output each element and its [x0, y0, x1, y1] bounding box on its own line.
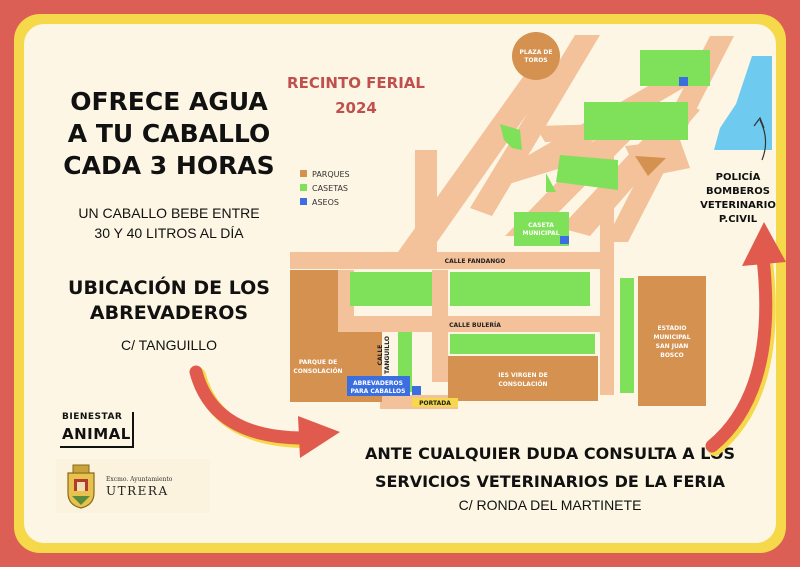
bottom-street: C/ RONDA DEL MARTINETE — [458, 497, 642, 513]
label-abrevaderos-2: PARA CABALLOS — [350, 388, 406, 395]
services-line-1: POLICÍA — [715, 172, 761, 183]
logo-small-text: Excmo. Ayuntamiento — [106, 476, 173, 483]
label-estadio-4: BOSCO — [660, 352, 684, 359]
label-calle-fandango: CALLE FANDANGO — [444, 258, 506, 265]
logo-name: UTRERA — [106, 484, 169, 498]
services-line-3: VETERINARIO — [700, 200, 776, 211]
label-estadio-3: SAN JUAN — [655, 343, 689, 350]
services-line-2: BOMBEROS — [706, 186, 770, 197]
plaza-toros — [512, 32, 560, 80]
location-heading-line-2: ABREVADEROS — [89, 302, 249, 324]
label-calle-tanguillo-1: CALLE — [377, 344, 384, 366]
location-heading-line-1: UBICACIÓN DE LOS — [68, 277, 270, 299]
subline-line-1: UN CABALLO BEBE ENTRE — [78, 205, 260, 221]
label-calle-tanguillo-2: TANGUILLO — [384, 336, 391, 374]
label-abrevaderos-1: ABREVADEROS — [353, 380, 403, 387]
label-ies-virgen-2: CONSOLACIÓN — [498, 381, 548, 388]
label-plaza-toros-2: TOROS — [524, 57, 548, 64]
headline-line-2: A TU CABALLO — [67, 119, 271, 148]
badge-line-1: BIENESTAR — [62, 412, 123, 422]
label-caseta-municipal-2: MUNICIPAL — [522, 230, 560, 237]
label-caseta-municipal-1: CASETA — [528, 222, 554, 229]
parque-consolacion-block — [290, 270, 338, 402]
map-title-line-1: RECINTO FERIAL — [287, 74, 425, 92]
label-parque-consolacion-1: PARQUE DE — [298, 359, 338, 366]
right-arrow-icon — [712, 222, 786, 449]
estadio-block — [638, 276, 706, 406]
label-calle-buleria: CALLE BULERÍA — [449, 322, 501, 329]
headline-line-1: OFRECE AGUA — [70, 87, 268, 116]
legend-label-casetas: CASETAS — [312, 184, 349, 193]
headline-line-3: CADA 3 HORAS — [63, 151, 275, 180]
label-ies-virgen-1: IES VIRGEN DE — [498, 372, 548, 379]
bottom-heading-line-1: ANTE CUALQUIER DUDA CONSULTA A LOS — [364, 444, 735, 463]
bottom-heading-line-2: SERVICIOS VETERINARIOS DE LA FERIA — [374, 472, 726, 491]
services-line-4: P.CIVIL — [718, 214, 758, 225]
legend-swatch-aseos — [300, 198, 307, 205]
label-parque-consolacion-2: CONSOLACIÓN — [293, 368, 343, 375]
legend-swatch-casetas — [300, 184, 307, 191]
badge-line-2: ANIMAL — [62, 425, 131, 443]
legend-label-parques: PARQUES — [312, 170, 350, 179]
location-street: C/ TANGUILLO — [121, 337, 217, 353]
label-portada: PORTADA — [419, 400, 451, 407]
label-estadio-1: ESTADIO — [657, 325, 687, 332]
label-plaza-toros-1: PLAZA DE — [519, 49, 553, 56]
map-title-line-2: 2024 — [335, 99, 377, 117]
legend-swatch-parques — [300, 170, 307, 177]
label-estadio-2: MUNICIPAL — [653, 334, 691, 341]
water-area — [714, 56, 772, 150]
legend — [300, 170, 350, 207]
legend-label-aseos: ASEOS — [312, 198, 339, 207]
subline-line-2: 30 Y 40 LITROS AL DÍA — [94, 225, 244, 241]
